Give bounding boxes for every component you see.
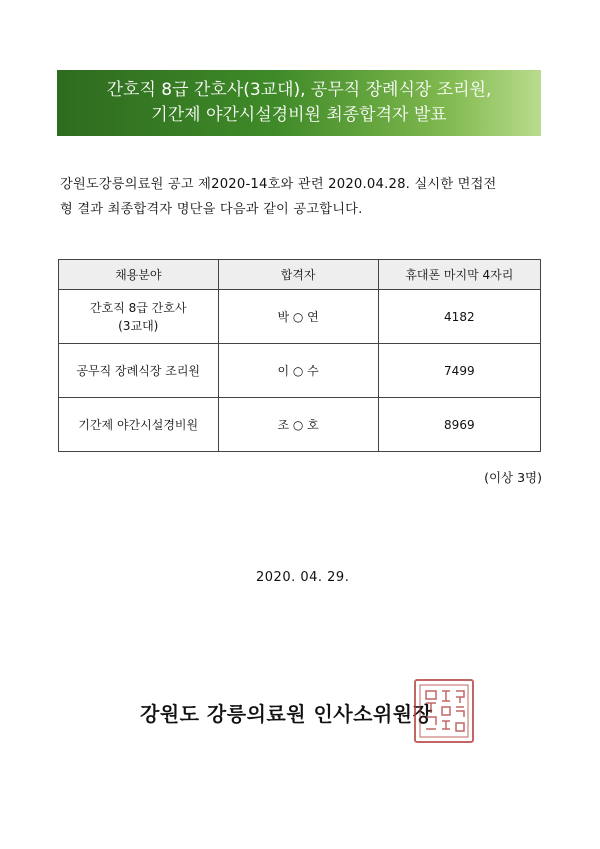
intro-line-1: 강원도강릉의료원 공고 제2020-14호와 관련 2020.04.28. 실시한 면접전 [60,177,497,192]
row-phone: 8969 [378,398,540,452]
total-count: (이상 3명) [484,470,542,485]
row-field-line-2: (3교대) [118,318,159,333]
row-phone: 4182 [378,290,540,344]
intro-paragraph [60,172,545,222]
row-field [59,290,219,344]
table-row [59,398,541,452]
title-line-1: 간호직 8급 간호사(3교대), 공무직 장례식장 조리원, [106,80,492,100]
row-phone: 7499 [378,344,540,398]
row-name: 박 ○ 연 [218,290,378,344]
table-row [59,290,541,344]
row-field: 기간제 야간시설경비원 [59,398,219,452]
announcement-title [57,70,541,136]
header-name: 합격자 [218,260,378,290]
row-field: 공무직 장례식장 조리원 [59,344,219,398]
signer-title: 강원도 강릉의료원 인사소위원장 [140,702,433,726]
results-table [58,259,541,452]
table-row [59,344,541,398]
title-line-2: 기간제 야간시설경비원 최종합격자 발표 [151,105,447,125]
official-seal-icon [412,677,476,745]
table-header-row [59,260,541,290]
announcement-date: 2020. 04. 29. [256,570,350,585]
intro-line-2: 형 결과 최종합격자 명단을 다음과 같이 공고합니다. [60,202,363,217]
header-phone: 휴대폰 마지막 4자리 [378,260,540,290]
row-field-line-1: 간호직 8급 간호사 [90,300,187,315]
row-name: 이 ○ 수 [218,344,378,398]
row-name: 조 ○ 호 [218,398,378,452]
header-field: 채용분야 [59,260,219,290]
